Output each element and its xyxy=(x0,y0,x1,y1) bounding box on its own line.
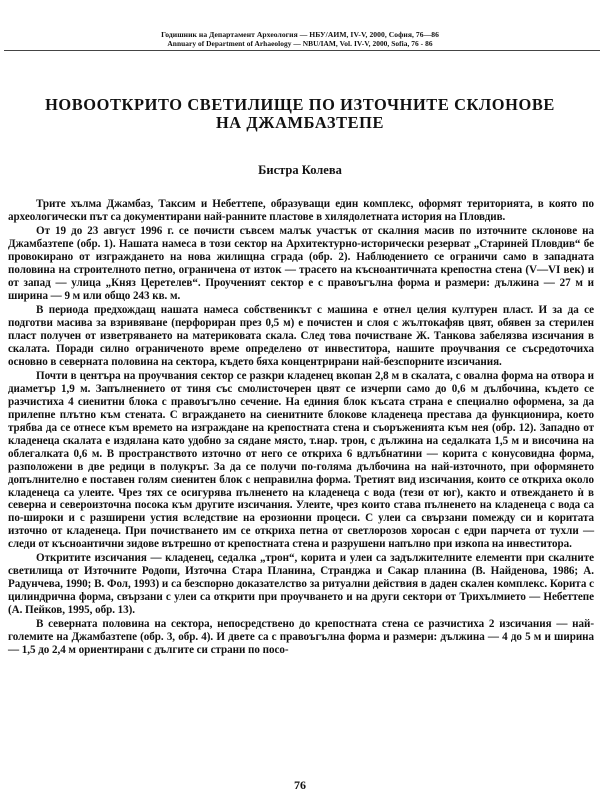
title-line-2: НА ДЖАМБАЗТЕПЕ xyxy=(215,113,385,132)
paragraph: От 19 до 23 август 1996 г. се почисти съвсем малък участък от скалния масив по източните склонове на Джамбазтепе (обр. 1). Нашата намеса в този сектор на Архитектурно-исторически резерват „Стариней Пловдив“ бе провокирано от изграждането на нова жилищна сграда (обр. 2). Наблюдението се ограничи само в западната половина на строителното петно, ограничена от изток — трасето на късноантичната крепостна стена (V—VI век) и от запад — улица „Княз Церетелев“. Проученият сектор е с правоъгълна форма и размери: дължина — 27 м и ширина — 9 м или общо 243 кв. м. xyxy=(8,225,594,302)
author-name: Бистра Колева xyxy=(258,163,342,177)
running-head xyxy=(0,30,600,48)
page-number: 76 xyxy=(294,778,306,792)
paragraph: В северната половина на сектора, непосредствено до крепостната стена се разчистиха 2 изсичания — най-големите на Джамбазтепе (обр. 3, обр. 4). И двете са с правоъгълна форма и размери: дължина — 4 до 5 м и ширина — 1,5 до 2,4 м ориентирани с дългите си страни по посо- xyxy=(8,618,594,657)
paragraph: Трите хълма Джамбаз, Таксим и Небеттепе, образуващи един комплекс, оформят територията, в която по археологически път са документирани най-ранните пластове в хилядолетната история на Пловдив. xyxy=(8,198,594,223)
paragraph: Откритите изсичания — кладенец, седалка „трон“, корита и улеи са задължителните елементи при скалните светилища от Източните Родопи, Източна Стара Планина, Странджа и Сакар планина (В. Найденова, 1986; А. Радунчева, 1990; В. Фол, 1993) и са безспорно доказателство за ритуални действия в даден скален комплекс. Корита с цилиндрична форма, свързани с улеи са открити при проучването и на други сектори от Трихълмието — Небеттепе (А. Пейков, 1995, обр. 13). xyxy=(8,552,594,617)
title-line-1: НОВООТКРИТО СВЕТИЛИЩЕ ПО ИЗТОЧНИТЕ СКЛОНОВЕ xyxy=(45,95,555,114)
article-title xyxy=(0,96,600,132)
article-body xyxy=(8,198,594,658)
paragraph: Почти в центъра на проучвания сектор се разкри кладенец вкопан 2,8 м в скалата, с овална форма на отвора и диаметър 1,9 м. Запълнението от тиня със смолисточерен цвят се изчерпи само до 0,6 м дълбочина, където се разчистиха 4 сиенитни блока с правоъгълно сечение. На единия блок късата страна е специално оформена, за да прилепне плътно към стената. С вграждането на сиенитните блокове кладенеца престава да функционира, което трябва да се отнесе към времето на изграждане на крепостната стена и съоръженията към нея (обр. 12). Западно от кладенеца скалата е издялана като удобно за сядане място, т.нар. трон, с дължина на седалката 1,5 м и височина на облегалката 0,6 м. В пространството източно от него се откриха 6 вдлъбнатини — корита с конусовидна форма, разположени в две редици в полукръг. За да се получи по-голяма дълбочина на най-източното, при оформянето допълнително е поставен голям сиенитен блок с неправилна форма. Третият вид изсичания, които се откриха около кладенеца са улеите. Чрез тях се осигурява пълненето на кладенеца с вода (тези от юг), както и отвеждането ѝ в северна и североизточна посока към другите изсичания. Улеите, чрез които става пълненето на кладенеца с вода са по-широки и с разширени устия вследствие на ерозионни процеси. С улеи са свързани помежду си и коритата източно от кладенеца. При почистването им се откриха петна от светлорозов хоросан с едри парчета от тухли — следи от късноантични зидове вътрешно от крепостната стена и разрушени напълно при изкопа на инвеститора. xyxy=(8,369,594,551)
paragraph: В периода предхождащ нашата намеса собственикът с машина е отнел целия културен пласт. И за да се подготви масива за взривяване (перфориран през 0,5 м) е почистен и слоя с жълтокафяв цвят, обявен за стерилен пласт получен от изветряването на материковата скала. След това почистване Ж. Танкова забелязва изсичания в скалата. Поради силно ограниченото време определено от инвеститора, нашите проучвания се съсредоточиха основно в северната половина на сектора, където бяха концентрирани най-безспорните изсичания. xyxy=(8,304,594,368)
header-rule xyxy=(4,50,600,52)
running-head-english: Annuary of Department of Arhaeology — NBU/IAM, Vol. IV-V, 2000, Sofia, 76 - 86 xyxy=(167,39,433,48)
running-head-bulgarian: Годишник на Департамент Археология — НБУ/АИМ, IV-V, 2000, София, 76—86 xyxy=(161,30,439,39)
